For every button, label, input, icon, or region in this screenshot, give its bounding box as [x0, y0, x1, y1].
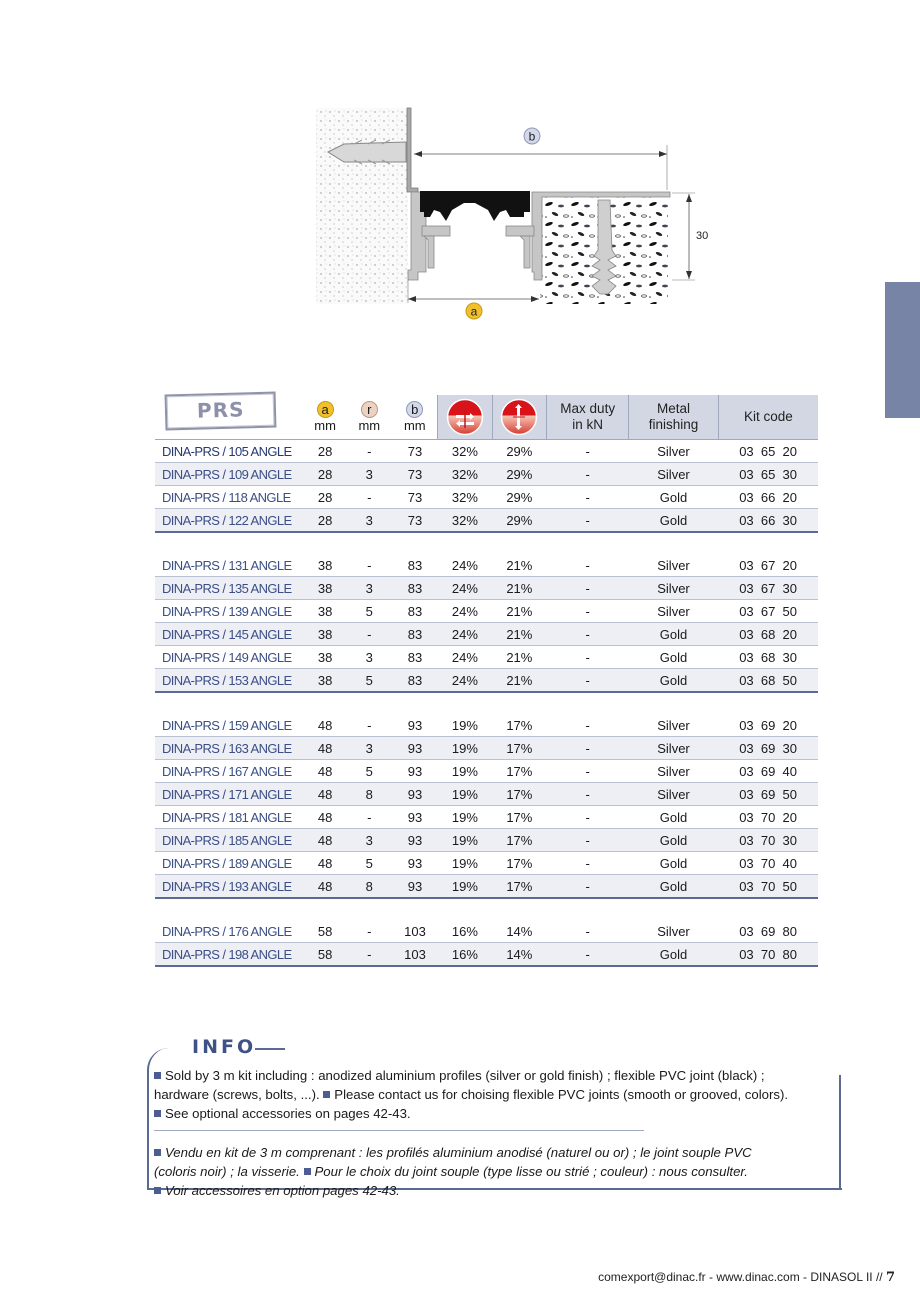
- product-name: DINA-PRS / 163 ANGLE: [155, 737, 304, 760]
- info-fr-line-2: (coloris noir) ; la visserie. Pour le choix du joint souple (type lisse ou strié ; couleur) : nous consulter.: [154, 1164, 748, 1179]
- dimension-b: 73: [392, 440, 437, 463]
- group-spacer: [155, 692, 818, 714]
- vertical-movement: 21%: [492, 600, 546, 623]
- max-duty: -: [547, 806, 629, 829]
- product-name: DINA-PRS / 185 ANGLE: [155, 829, 304, 852]
- kit-code: 03 69 80: [718, 920, 818, 943]
- horizontal-movement: 19%: [438, 783, 492, 806]
- max-duty: -: [547, 669, 629, 693]
- bullet-icon: [154, 1149, 161, 1156]
- dimension-a: 48: [304, 852, 346, 875]
- dimension-r: 3: [346, 646, 392, 669]
- header-horizontal-movement: [438, 395, 492, 440]
- metal-finishing: Silver: [629, 554, 718, 577]
- kit-code: 03 65 20: [718, 440, 818, 463]
- product-name: DINA-PRS / 189 ANGLE: [155, 852, 304, 875]
- vertical-movement: 21%: [492, 669, 546, 693]
- max-duty: -: [547, 875, 629, 899]
- prs-stamp-label: PRS: [165, 392, 277, 431]
- max-duty: -: [547, 600, 629, 623]
- dimension-a: 38: [304, 577, 346, 600]
- info-box: [147, 1036, 841, 1198]
- metal-finishing: Gold: [629, 646, 718, 669]
- kit-code: 03 66 20: [718, 486, 818, 509]
- dimension-b: 83: [392, 669, 437, 693]
- vertical-movement: 17%: [492, 760, 546, 783]
- header-a: [304, 395, 346, 440]
- dimension-r: 5: [346, 760, 392, 783]
- kit-code: 03 66 30: [718, 509, 818, 533]
- bullet-icon: [304, 1168, 311, 1175]
- svg-text:b: b: [528, 129, 536, 144]
- max-duty: -: [547, 920, 629, 943]
- header-r: [346, 395, 392, 440]
- vertical-movement: 17%: [492, 852, 546, 875]
- dimension-a: 28: [304, 486, 346, 509]
- product-name: DINA-PRS / 109 ANGLE: [155, 463, 304, 486]
- product-name: DINA-PRS / 167 ANGLE: [155, 760, 304, 783]
- metal-finishing: Silver: [629, 463, 718, 486]
- metal-finishing: Gold: [629, 669, 718, 693]
- dimension-a: 48: [304, 806, 346, 829]
- dimension-b: 93: [392, 852, 437, 875]
- metal-finishing: Gold: [629, 623, 718, 646]
- vertical-movement: 17%: [492, 829, 546, 852]
- header-b: [392, 395, 437, 440]
- info-title-rule: [255, 1048, 285, 1050]
- table-row: [155, 600, 818, 623]
- max-duty: -: [547, 760, 629, 783]
- kit-code: 03 70 50: [718, 875, 818, 899]
- horizontal-movement: 24%: [438, 623, 492, 646]
- dimension-b: 73: [392, 509, 437, 533]
- dimension-r: -: [346, 920, 392, 943]
- dimension-a: 38: [304, 669, 346, 693]
- dimension-r: -: [346, 943, 392, 967]
- vertical-movement: 17%: [492, 806, 546, 829]
- dimension-a: 48: [304, 829, 346, 852]
- metal-finishing: Gold: [629, 486, 718, 509]
- table-row: [155, 852, 818, 875]
- metal-finishing: Gold: [629, 875, 718, 899]
- dimension-r-badge: r: [361, 401, 378, 418]
- dimension-b: 73: [392, 486, 437, 509]
- max-duty: -: [547, 554, 629, 577]
- vertical-movement: 21%: [492, 554, 546, 577]
- table-row: [155, 806, 818, 829]
- horizontal-movement: 24%: [438, 669, 492, 693]
- product-name: DINA-PRS / 181 ANGLE: [155, 806, 304, 829]
- dimension-r: 3: [346, 737, 392, 760]
- kit-code: 03 70 30: [718, 829, 818, 852]
- table-row: [155, 737, 818, 760]
- kit-code: 03 68 50: [718, 669, 818, 693]
- horizontal-movement: 19%: [438, 760, 492, 783]
- svg-text:30: 30: [696, 230, 709, 242]
- horizontal-movement: 32%: [438, 509, 492, 533]
- metal-finishing: Silver: [629, 600, 718, 623]
- horizontal-movement: 19%: [438, 852, 492, 875]
- metal-finishing: Gold: [629, 806, 718, 829]
- horizontal-movement: 16%: [438, 920, 492, 943]
- dimension-b: 83: [392, 646, 437, 669]
- table-header-row: [155, 395, 818, 440]
- dimension-a: 48: [304, 714, 346, 737]
- kit-code: 03 70 80: [718, 943, 818, 967]
- dimension-a: 38: [304, 554, 346, 577]
- max-duty: -: [547, 852, 629, 875]
- header-a-unit: mm: [314, 418, 336, 433]
- table-row: [155, 554, 818, 577]
- metal-finishing: Silver: [629, 920, 718, 943]
- dimension-r: -: [346, 440, 392, 463]
- max-duty: -: [547, 783, 629, 806]
- horizontal-movement: 32%: [438, 440, 492, 463]
- vertical-movement: 14%: [492, 920, 546, 943]
- vertical-movement: 21%: [492, 646, 546, 669]
- header-metal-finishing: Metal finishing: [629, 395, 718, 440]
- kit-code: 03 67 30: [718, 577, 818, 600]
- horizontal-movement: 19%: [438, 875, 492, 899]
- vertical-movement: 21%: [492, 577, 546, 600]
- product-name: DINA-PRS / 105 ANGLE: [155, 440, 304, 463]
- horizontal-movement: 24%: [438, 554, 492, 577]
- kit-code: 03 69 40: [718, 760, 818, 783]
- product-name: DINA-PRS / 122 ANGLE: [155, 509, 304, 533]
- info-fr-line-1: Vendu en kit de 3 m comprenant : les profilés aluminium anodisé (naturel ou or) ; le joint souple PVC: [154, 1143, 788, 1162]
- dimension-r: -: [346, 623, 392, 646]
- dimension-b: 83: [392, 600, 437, 623]
- max-duty: -: [547, 440, 629, 463]
- metal-finishing: Gold: [629, 829, 718, 852]
- kit-code: 03 68 20: [718, 623, 818, 646]
- bullet-icon: [154, 1110, 161, 1117]
- max-duty: -: [547, 737, 629, 760]
- horizontal-movement: 19%: [438, 714, 492, 737]
- dimension-b: 93: [392, 737, 437, 760]
- vertical-movement: 17%: [492, 737, 546, 760]
- table-row: [155, 829, 818, 852]
- product-name: DINA-PRS / 176 ANGLE: [155, 920, 304, 943]
- product-spec-table: [155, 395, 818, 967]
- info-fr-line-3: Voir accessoires en option pages 42-43.: [154, 1181, 788, 1200]
- max-duty: -: [547, 577, 629, 600]
- product-name: DINA-PRS / 193 ANGLE: [155, 875, 304, 899]
- horizontal-movement: 32%: [438, 463, 492, 486]
- kit-code: 03 67 50: [718, 600, 818, 623]
- dimension-a: 48: [304, 783, 346, 806]
- horizontal-movement: 19%: [438, 806, 492, 829]
- metal-finishing: Gold: [629, 943, 718, 967]
- kit-code: 03 69 20: [718, 714, 818, 737]
- vertical-movement: 17%: [492, 783, 546, 806]
- header-kit-code: Kit code: [718, 395, 818, 440]
- max-duty: -: [547, 486, 629, 509]
- dimension-a: 28: [304, 440, 346, 463]
- footer-contact: comexport@dinac.fr - www.dinac.com - DINASOL II //: [598, 1270, 886, 1284]
- dimension-b: 93: [392, 829, 437, 852]
- dimension-a: 28: [304, 509, 346, 533]
- dimension-b: 93: [392, 806, 437, 829]
- vertical-movement: 14%: [492, 943, 546, 967]
- max-duty: -: [547, 646, 629, 669]
- info-en-line-3: See optional accessories on pages 42-43.: [154, 1104, 788, 1123]
- header-max-duty: Max duty in kN: [547, 395, 629, 440]
- table-row: [155, 920, 818, 943]
- dimension-a: 48: [304, 737, 346, 760]
- dimension-a: 58: [304, 920, 346, 943]
- product-name: DINA-PRS / 198 ANGLE: [155, 943, 304, 967]
- table-row: [155, 943, 818, 967]
- table-row: [155, 577, 818, 600]
- section-side-tab: [885, 282, 920, 418]
- dimension-r: -: [346, 554, 392, 577]
- info-separator: [154, 1130, 644, 1131]
- dimension-r: -: [346, 806, 392, 829]
- vertical-movement: 17%: [492, 875, 546, 899]
- dimension-b: 93: [392, 875, 437, 899]
- table-body: [155, 440, 818, 967]
- metal-finishing: Gold: [629, 852, 718, 875]
- dimension-r: 3: [346, 463, 392, 486]
- series-stamp: [155, 395, 304, 440]
- table-row: [155, 440, 818, 463]
- info-en-line-2: hardware (screws, bolts, ...). Please contact us for choising flexible PVC joints (smooth or grooved, colors).: [154, 1087, 789, 1102]
- vertical-movement: 29%: [492, 463, 546, 486]
- dimension-a: 48: [304, 875, 346, 899]
- bullet-icon: [154, 1072, 161, 1079]
- dimension-b: 93: [392, 714, 437, 737]
- dimension-r: 3: [346, 577, 392, 600]
- kit-code: 03 69 30: [718, 737, 818, 760]
- dimension-b: 83: [392, 623, 437, 646]
- table-row: [155, 623, 818, 646]
- max-duty: -: [547, 623, 629, 646]
- product-name: DINA-PRS / 159 ANGLE: [155, 714, 304, 737]
- product-name: DINA-PRS / 118 ANGLE: [155, 486, 304, 509]
- info-en-line-1: Sold by 3 m kit including : anodized aluminium profiles (silver or gold finish) ; flexible PVC joint (black) ;: [154, 1066, 788, 1085]
- metal-finishing: Gold: [629, 509, 718, 533]
- horizontal-movement: 24%: [438, 646, 492, 669]
- dimension-r: -: [346, 714, 392, 737]
- svg-text:a: a: [470, 304, 478, 319]
- dimension-a: 28: [304, 463, 346, 486]
- dimension-r: 5: [346, 669, 392, 693]
- table-row: [155, 463, 818, 486]
- vertical-movement: 29%: [492, 486, 546, 509]
- metal-finishing: Silver: [629, 760, 718, 783]
- dimension-b: 83: [392, 577, 437, 600]
- vertical-movement: 29%: [492, 509, 546, 533]
- table-row: [155, 714, 818, 737]
- vertical-movement: 17%: [492, 714, 546, 737]
- product-name: DINA-PRS / 139 ANGLE: [155, 600, 304, 623]
- product-name: DINA-PRS / 131 ANGLE: [155, 554, 304, 577]
- horizontal-movement: 19%: [438, 737, 492, 760]
- horizontal-movement: 16%: [438, 943, 492, 967]
- group-spacer: [155, 532, 818, 554]
- horizontal-movement: 32%: [438, 486, 492, 509]
- max-duty: -: [547, 829, 629, 852]
- header-r-unit: mm: [358, 418, 381, 433]
- dimension-r: 8: [346, 783, 392, 806]
- table-row: [155, 875, 818, 899]
- dimension-r: 8: [346, 875, 392, 899]
- dimension-a: 38: [304, 600, 346, 623]
- metal-finishing: Silver: [629, 577, 718, 600]
- dimension-a: 38: [304, 623, 346, 646]
- dimension-r: 3: [346, 829, 392, 852]
- page-footer: [598, 1270, 895, 1285]
- product-name: DINA-PRS / 135 ANGLE: [155, 577, 304, 600]
- dimension-a: 48: [304, 760, 346, 783]
- dimension-b: 103: [392, 920, 437, 943]
- table-row: [155, 760, 818, 783]
- horizontal-movement: 19%: [438, 829, 492, 852]
- table-row: [155, 669, 818, 693]
- header-vertical-movement: [492, 395, 546, 440]
- max-duty: -: [547, 943, 629, 967]
- table-row: [155, 646, 818, 669]
- bullet-icon: [323, 1091, 330, 1098]
- dimension-b: 103: [392, 943, 437, 967]
- vertical-movement: 21%: [492, 623, 546, 646]
- max-duty: -: [547, 714, 629, 737]
- kit-code: 03 69 50: [718, 783, 818, 806]
- dimension-b: 73: [392, 463, 437, 486]
- dimension-b-badge: b: [406, 401, 423, 418]
- group-spacer: [155, 898, 818, 920]
- table-row: [155, 783, 818, 806]
- metal-finishing: Silver: [629, 714, 718, 737]
- horizontal-movement: 24%: [438, 600, 492, 623]
- metal-finishing: Silver: [629, 737, 718, 760]
- dimension-b: 93: [392, 760, 437, 783]
- table-row: [155, 509, 818, 533]
- info-frame-right: [839, 1075, 841, 1188]
- info-text: [154, 1066, 788, 1200]
- vertical-movement: 29%: [492, 440, 546, 463]
- info-title: INFO: [187, 1036, 261, 1058]
- metal-finishing: Silver: [629, 783, 718, 806]
- kit-code: 03 65 30: [718, 463, 818, 486]
- dimension-a-badge: a: [317, 401, 334, 418]
- max-duty: -: [547, 463, 629, 486]
- horizontal-movement: 24%: [438, 577, 492, 600]
- table-row: [155, 486, 818, 509]
- product-name: DINA-PRS / 153 ANGLE: [155, 669, 304, 693]
- product-name: DINA-PRS / 149 ANGLE: [155, 646, 304, 669]
- dimension-a: 38: [304, 646, 346, 669]
- dimension-r: 3: [346, 509, 392, 533]
- kit-code: 03 70 40: [718, 852, 818, 875]
- dimension-b: 93: [392, 783, 437, 806]
- vertical-movement-icon: [500, 398, 538, 436]
- dimension-r: -: [346, 486, 392, 509]
- dimension-a: 58: [304, 943, 346, 967]
- metal-finishing: Silver: [629, 440, 718, 463]
- profile-cross-section-diagram: [310, 100, 730, 330]
- product-name: DINA-PRS / 171 ANGLE: [155, 783, 304, 806]
- dimension-r: 5: [346, 600, 392, 623]
- header-b-unit: mm: [403, 418, 426, 433]
- bullet-icon: [154, 1187, 161, 1194]
- kit-code: 03 68 30: [718, 646, 818, 669]
- max-duty: -: [547, 509, 629, 533]
- kit-code: 03 70 20: [718, 806, 818, 829]
- horizontal-movement-icon: [446, 398, 484, 436]
- kit-code: 03 67 20: [718, 554, 818, 577]
- dimension-r: 5: [346, 852, 392, 875]
- dimension-b: 83: [392, 554, 437, 577]
- product-name: DINA-PRS / 145 ANGLE: [155, 623, 304, 646]
- page-number: 7: [885, 1270, 895, 1285]
